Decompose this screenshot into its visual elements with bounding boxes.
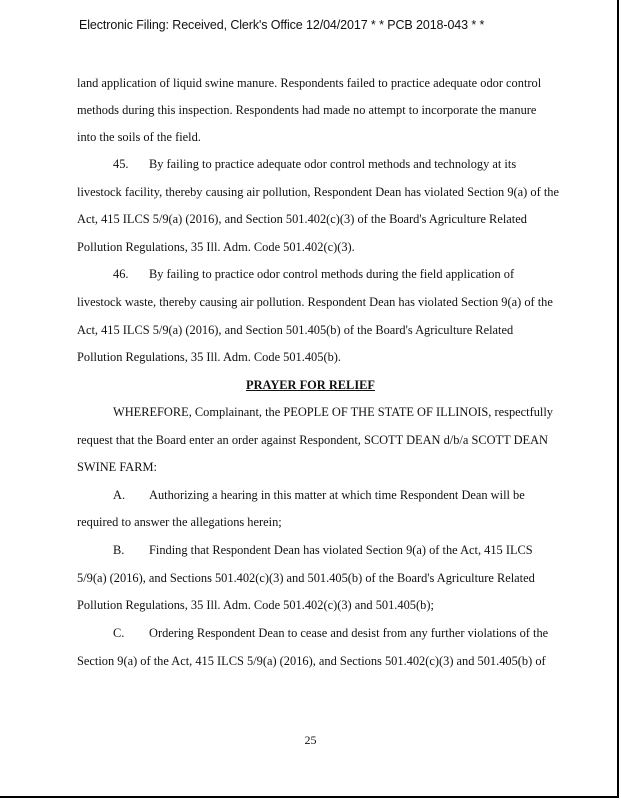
body-line: Pollution Regulations, 35 Ill. Adm. Code 501.402(c)(3) and 501.405(b);	[77, 598, 434, 612]
body-line: WHEREFORE, Complainant, the PEOPLE OF THE STATE OF ILLINOIS, respectfully	[113, 405, 553, 419]
body-line: 5/9(a) (2016), and Sections 501.402(c)(3) and 501.405(b) of the Board's Agriculture Related	[77, 571, 535, 585]
body-line: SWINE FARM:	[77, 460, 157, 474]
body-line: livestock facility, thereby causing air pollution, Respondent Dean has violated Section 9(a) of the	[77, 185, 559, 199]
list-marker: B.	[113, 543, 125, 557]
body-line: Ordering Respondent Dean to cease and desist from any further violations of the	[149, 626, 549, 640]
body-line: required to answer the allegations herein;	[77, 515, 282, 529]
body-line: Section 9(a) of the Act, 415 ILCS 5/9(a) (2016), and Sections 501.402(c)(3) and 501.405(b) of	[77, 654, 546, 668]
list-marker: C.	[113, 626, 125, 640]
body-line: Act, 415 ILCS 5/9(a) (2016), and Section 501.405(b) of the Board's Agriculture Related	[77, 323, 514, 337]
body-line: Finding that Respondent Dean has violated Section 9(a) of the Act, 415 ILCS	[149, 543, 533, 557]
body-line: methods during this inspection. Respondents had made no attempt to incorporate the manure	[77, 103, 537, 117]
body-line: into the soils of the field.	[77, 130, 201, 144]
body-line: Act, 415 ILCS 5/9(a) (2016), and Section 501.402(c)(3) of the Board's Agriculture Related	[77, 212, 527, 226]
body-line: request that the Board enter an order against Respondent, SCOTT DEAN d/b/a SCOTT DEAN	[77, 433, 548, 447]
section-heading: PRAYER FOR RELIEF	[246, 378, 375, 392]
page-number: 25	[304, 733, 317, 747]
body-line: Pollution Regulations, 35 Ill. Adm. Code 501.405(b).	[77, 350, 341, 364]
body-line: Pollution Regulations, 35 Ill. Adm. Code 501.402(c)(3).	[77, 240, 355, 254]
body-line: land application of liquid swine manure. Respondents failed to practice adequate odor control	[77, 76, 542, 90]
paragraph-number: 46.	[113, 267, 129, 281]
body-line: livestock waste, thereby causing air pollution. Respondent Dean has violated Section 9(a) of the	[77, 295, 553, 309]
body-line: By failing to practice odor control methods during the field application of	[149, 267, 515, 281]
list-marker: A.	[113, 488, 126, 502]
body-line: By failing to practice adequate odor control methods and technology at its	[149, 157, 517, 171]
paragraph-number: 45.	[113, 157, 129, 171]
body-line: Authorizing a hearing in this matter at which time Respondent Dean will be	[149, 488, 525, 502]
filing-stamp-header: Electronic Filing: Received, Clerk's Office 12/04/2017 * * PCB 2018-043 * *	[79, 18, 485, 32]
